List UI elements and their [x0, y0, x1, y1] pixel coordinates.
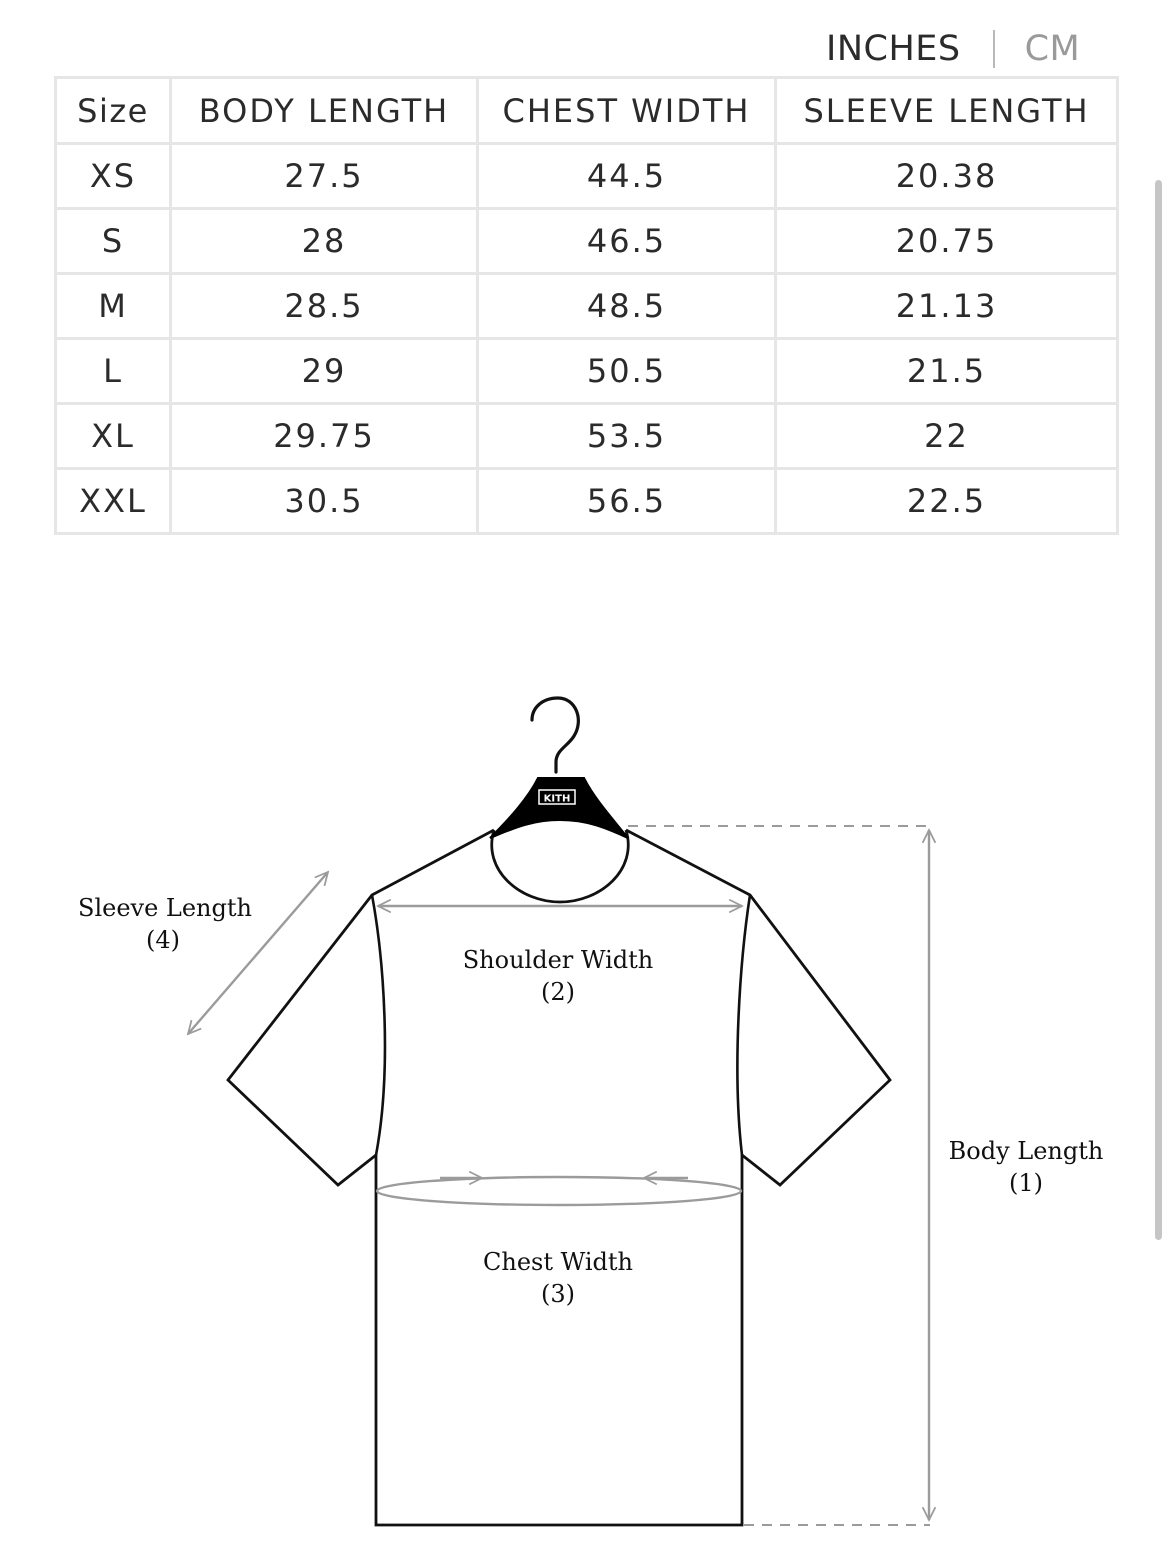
- cell-body-length: 30.5: [171, 469, 478, 534]
- cell-sleeve-length: 21.13: [776, 274, 1118, 339]
- table-row: [56, 274, 1118, 339]
- size-chart-table: [54, 76, 1119, 535]
- cell-body-length: 29: [171, 339, 478, 404]
- cell-chest-width: 56.5: [478, 469, 776, 534]
- cell-size: XXL: [56, 469, 171, 534]
- unit-toggle: [826, 26, 1080, 72]
- cell-size: L: [56, 339, 171, 404]
- cell-chest-width: 53.5: [478, 404, 776, 469]
- body-length-number: (1): [1009, 1169, 1043, 1197]
- table-row: [56, 339, 1118, 404]
- unit-divider: [993, 30, 995, 68]
- cell-chest-width: 48.5: [478, 274, 776, 339]
- cell-sleeve-length: 22: [776, 404, 1118, 469]
- table-row: [56, 469, 1118, 534]
- shoulder-width-text: Shoulder Width: [462, 946, 654, 974]
- neckline: [492, 830, 629, 902]
- header-size: Size: [56, 78, 171, 144]
- cell-size: XS: [56, 144, 171, 209]
- header-chest-width: CHEST WIDTH: [478, 78, 776, 144]
- cell-body-length: 28: [171, 209, 478, 274]
- hanger-bar: [490, 778, 628, 838]
- header-sleeve-length: SLEEVE LENGTH: [776, 78, 1118, 144]
- cell-body-length: 29.75: [171, 404, 478, 469]
- unit-cm-tab[interactable]: CM: [1024, 29, 1081, 69]
- cell-sleeve-length: 20.75: [776, 209, 1118, 274]
- cell-size: M: [56, 274, 171, 339]
- cell-sleeve-length: 21.5: [776, 339, 1118, 404]
- shoulder-width-number: (2): [541, 978, 575, 1006]
- sleeve-length-text: Sleeve Length: [78, 894, 252, 922]
- cell-size: XL: [56, 404, 171, 469]
- chest-width-ellipse: [377, 1177, 741, 1205]
- cell-chest-width: 46.5: [478, 209, 776, 274]
- sleeve-length-number: (4): [146, 926, 180, 954]
- table-row: [56, 404, 1118, 469]
- cell-sleeve-length: 22.5: [776, 469, 1118, 534]
- right-armhole: [737, 895, 750, 1155]
- hanger-hook: [532, 698, 578, 772]
- left-armhole: [372, 895, 385, 1155]
- body-length-label: [948, 1135, 1104, 1199]
- chest-width-text: Chest Width: [483, 1248, 633, 1276]
- table-header-row: [56, 78, 1118, 144]
- chest-width-number: (3): [541, 1280, 575, 1308]
- sleeve-length-label: [78, 892, 252, 956]
- table-row: [56, 144, 1118, 209]
- header-body-length: BODY LENGTH: [171, 78, 478, 144]
- cell-size: S: [56, 209, 171, 274]
- measurement-diagram: [0, 680, 1170, 1540]
- cell-body-length: 28.5: [171, 274, 478, 339]
- cell-body-length: 27.5: [171, 144, 478, 209]
- hanger-brand-tag: KITH: [543, 793, 571, 805]
- cell-chest-width: 44.5: [478, 144, 776, 209]
- cell-chest-width: 50.5: [478, 339, 776, 404]
- cell-sleeve-length: 20.38: [776, 144, 1118, 209]
- table-row: [56, 209, 1118, 274]
- body-length-text: Body Length: [948, 1137, 1104, 1165]
- tshirt-diagram: [0, 680, 1170, 1540]
- shoulder-width-label: [458, 944, 658, 1008]
- chest-width-label: [478, 1246, 638, 1310]
- unit-inches-tab[interactable]: INCHES: [826, 29, 961, 69]
